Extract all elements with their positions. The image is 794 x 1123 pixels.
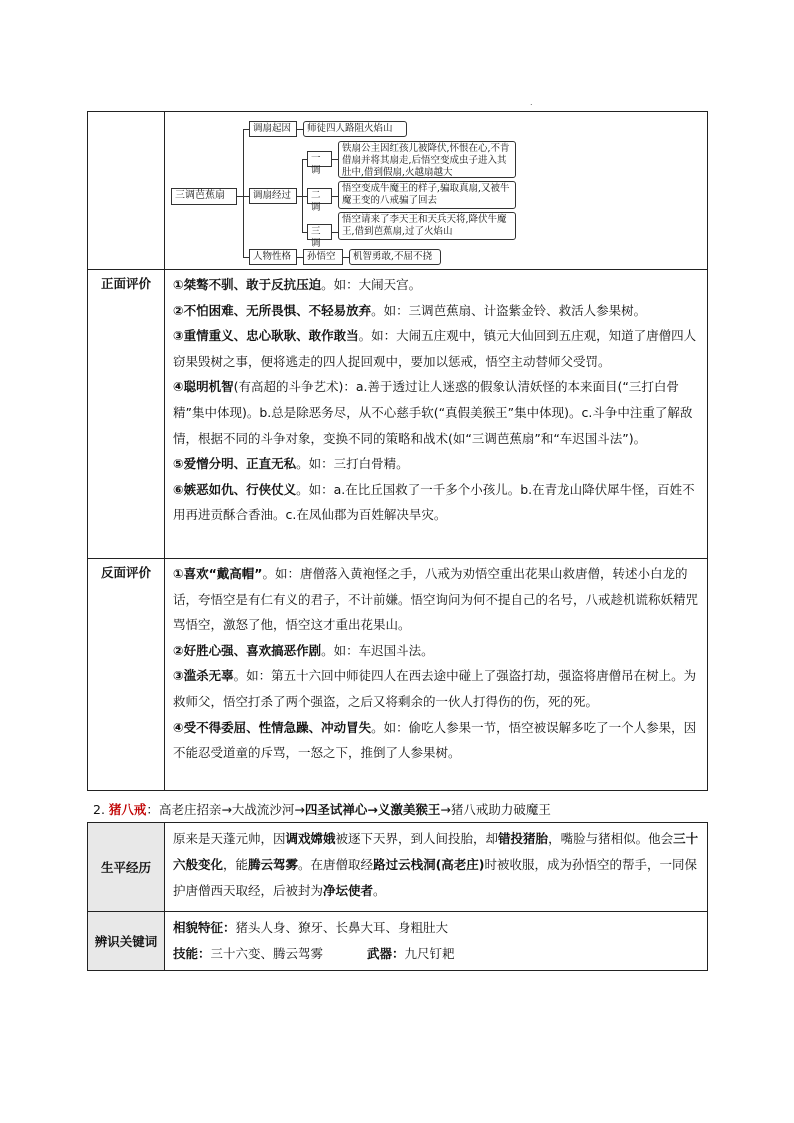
section-colon: ： [146, 802, 159, 817]
keyword-value: 三十六变、腾云驾雾 [210, 946, 324, 961]
item-key: ②不怕困难、无所畏惧、不轻易放弃 [173, 302, 372, 318]
diagram-root: 三调芭蕉扇 [171, 188, 237, 205]
item-key: ③滥杀无辜 [173, 668, 234, 684]
bio-text: ，嘴脸与猪相似。他会 [548, 831, 674, 846]
negative-row [88, 559, 708, 791]
negative-item [173, 561, 701, 638]
item-text: 。如：三调芭蕉扇、计盗紫金铃、救活人参果树。 [371, 302, 647, 318]
bio-text: 原来是天蓬元帅，因 [173, 831, 286, 846]
sub-second-label: 二调 [307, 188, 332, 204]
item-key: ①桀骜不驯、敢于反抗压迫 [173, 277, 322, 292]
section-name: 猪八戒 [108, 802, 147, 817]
negative-item [173, 715, 701, 766]
branch-cause-detail: 师徒四人路阻火焰山 [303, 121, 407, 137]
skills-line [173, 941, 701, 967]
keywords-content [165, 912, 708, 971]
branch-cause: 调扇起因 [249, 121, 297, 137]
sun-wukong-table [87, 111, 708, 791]
negative-content [165, 559, 708, 791]
bio-key: 净坛使者 [323, 883, 374, 898]
item-text: 。如：a.在比丘国救了一千多个小孩儿。b.在青龙山降伏犀牛怪，百姓不用再进贡酥合香油。c.在凤仙郡为百姓解决旱灾。 [173, 481, 695, 523]
bio-key: 调戏嫦娥 [285, 831, 336, 846]
item-text: 。如：第五十六回中师徒四人在西去途中碰上了强盗打劫，强盗将唐僧吊在树上。为救师父，悟空打杀了两个强盗，之后又将剩余的一伙人打得伤的伤，死的死。 [173, 668, 697, 709]
event-chain-part: →猪八戒助力破魔王 [440, 802, 551, 817]
bio-key: 错投猪胎 [498, 831, 549, 846]
positive-item [173, 272, 701, 298]
sub-third-label: 三调 [307, 224, 332, 240]
bio-content [165, 823, 708, 912]
branch-character-name: 孙悟空 [303, 249, 343, 265]
bio-label: 生平经历 [88, 823, 165, 912]
bio-text: ，能 [223, 857, 249, 872]
item-text: 。如：车迟国斗法。 [321, 642, 434, 658]
bio-text: 。在唐僧取经 [298, 857, 374, 872]
item-text: 。如：大闹五庄观中，镇元大仙回到五庄观，知道了唐僧四人窃果毁树之事，便将逃走的四人捉回观中，要加以惩戒，悟空主动替师父受罚。 [173, 328, 697, 369]
keyword-label: 武器： [367, 946, 405, 961]
positive-label: 正面评价 [88, 270, 165, 559]
positive-row [88, 270, 708, 559]
item-text: (有高超的斗争艺术)：a.善于透过让人迷惑的假象认清妖怪的本来面目(“三打白骨精”集中体现)。b.总是除恶务尽，从不心慈手软(“真假美猴王”集中体现)。c.斗争中注重了解敌情，根据不同的斗争对象，变换不同的策略和战术(如“三调芭蕉扇”和“车迟国斗法”)。 [173, 379, 693, 446]
negative-label: 反面评价 [88, 559, 165, 791]
sub-first-text: 铁扇公主因红孩儿被降伏,怀恨在心,不肯借扇并将其扇走,后悟空变成虫子进入其肚中,借到假扇,火越扇越大 [338, 141, 516, 178]
diagram-cell [165, 112, 708, 270]
item-text: 。如：大闹天宫。 [321, 277, 422, 292]
bio-row [88, 823, 708, 912]
item-key: ⑥嫉恶如仇、行侠仗义 [173, 481, 297, 497]
sub-second-text: 悟空变成牛魔王的样子,骗取真扇,又被牛魔王变的八戒骗了回去 [338, 181, 516, 209]
section-zhu-bajie-heading [93, 800, 551, 818]
branch-character: 人物性格 [249, 249, 297, 265]
positive-item [173, 477, 701, 528]
event-chain-part: 四圣试禅心→义激美猴王 [304, 802, 441, 817]
event-chain-part: 高老庄招亲→大战流沙河→ [158, 802, 305, 817]
positive-item [173, 323, 701, 374]
bio-key: 路过云栈洞(高老庄) [373, 857, 485, 872]
item-text: 。如：偷吃人参果一节，悟空被误解多吃了一个人参果，因不能忍受道童的斥骂，一怒之下，推倒了人参果树。 [173, 719, 697, 761]
keyword-label: 技能： [173, 946, 211, 961]
connector [243, 129, 244, 258]
bio-key: 腾云驾雾 [248, 857, 299, 872]
fan-diagram [165, 112, 705, 264]
branch-character-detail: 机智勇敢,不屈不挠 [349, 249, 441, 265]
empty-label-cell [88, 112, 165, 270]
item-text: 。如：三打白骨精。 [296, 456, 409, 472]
appearance-line [173, 915, 701, 941]
diagram-row [88, 112, 708, 270]
item-text: 。如：唐僧落入黄袍怪之手，八戒为劝悟空重出花果山救唐僧，转述小白龙的话，夸悟空是有仁有义的君子，不计前嫌。悟空询问为何不提自己的名号，八戒趁机谎称妖精咒骂悟空，激怒了他，悟空这才重出花果山。 [173, 566, 699, 633]
positive-item [173, 298, 701, 324]
keyword-value: 猪头人身、獠牙、长鼻大耳、身粗肚大 [235, 920, 449, 935]
sub-third-text: 悟空请来了李天王和天兵天将,降伏牛魔王,借到芭蕉扇,过了火焰山 [338, 212, 516, 240]
section-number: 2. [93, 802, 109, 817]
keywords-row [88, 912, 708, 971]
negative-item [173, 663, 701, 714]
sub-first-label: 一调 [307, 151, 332, 167]
bio-key: 三十六般变化 [173, 831, 699, 872]
positive-item [173, 374, 701, 451]
item-key: ②好胜心强、喜欢搞恶作剧 [173, 642, 322, 658]
positive-content [165, 270, 708, 559]
zhu-bajie-table [87, 822, 708, 971]
item-key: ④聪明机智 [173, 379, 234, 395]
branch-process: 调扇经过 [249, 188, 297, 204]
bio-text: 。 [373, 883, 386, 898]
keywords-label: 辨识关键词 [88, 912, 165, 971]
item-key: ⑤爱憎分明、正直无私 [173, 456, 297, 472]
item-key: ③重情重义、忠心耿耿、敢作敢当 [173, 328, 359, 344]
header-dot: . [530, 98, 533, 107]
bio-text: 被逐下天界，到人间投胎，却 [335, 831, 499, 846]
item-key: ④受不得委屈、性情急躁、冲动冒失 [173, 719, 372, 735]
keyword-label: 相貌特征： [173, 920, 236, 935]
item-key: ①喜欢“戴高帽” [173, 566, 263, 581]
negative-item [173, 638, 701, 664]
bio-text: 时被收服，成为孙悟空的帮手，一同保护唐僧西天取经，后被封为 [173, 857, 698, 898]
keyword-value: 九尺钉耙 [404, 946, 455, 961]
positive-item [173, 451, 701, 477]
